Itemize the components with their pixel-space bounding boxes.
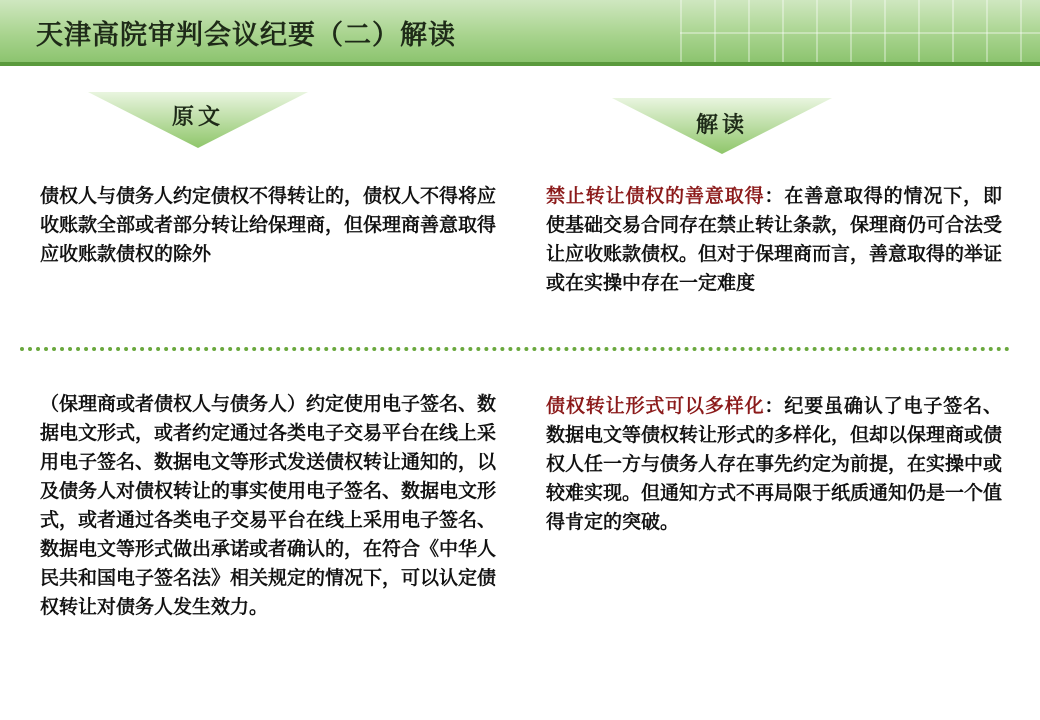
original-column-label: 原文: [171, 104, 224, 130]
original-column-banner: [88, 92, 308, 148]
page-title: 天津高院审判会议纪要（二）解读: [36, 20, 456, 51]
interpretation-column-banner: [612, 98, 832, 154]
section-1-highlight: 禁止转让债权的善意取得: [546, 185, 765, 207]
section-2-highlight: 债权转让形式可以多样化: [546, 395, 765, 417]
section-2-original-text: （保理商或者债权人与债务人）约定使用电子签名、数据电文形式，或者约定通过各类电子交易平台在线上采用电子签名、数据电文等形式发送债权转让通知的，以及债务人对债权转让的事实使用电子签名、数据电文形式，或者通过各类电子交易平台在线上采用电子签名、数据电文等形式做出承诺或者确认的，在符合《中华人民共和国电子签名法》相关规定的情况下，可以认定债权转让对债务人发生效力。: [40, 393, 497, 618]
section-1-interpretation: [546, 182, 1002, 298]
section-1-interpretation-text: ：在善意取得的情况下，即使基础交易合同存在禁止转让条款，保理商仍可合法受让应收账款债权。但对于保理商而言，善意取得的举证或在实操中存在一定难度: [546, 185, 1003, 294]
interpretation-column-label: 解读: [695, 112, 748, 138]
section-2-interpretation: [546, 392, 1002, 537]
header-grid-pattern: [680, 0, 1040, 62]
section-divider: [20, 347, 1010, 351]
section-2-interpretation-text: ：纪要虽确认了电子签名、数据电文等债权转让形式的多样化，但却以保理商或债权人任一方与债务人存在事先约定为前提，在实操中或较难实现。但通知方式不再局限于纸质通知仍是一个值得肯定的突破。: [546, 395, 1003, 533]
header-underline: [0, 62, 1040, 66]
section-1-original-text: 债权人与债务人约定债权不得转让的，债权人不得将应收账款全部或者部分转让给保理商，但保理商善意取得应收账款债权的除外: [40, 185, 497, 265]
slide-header: [0, 0, 1040, 62]
